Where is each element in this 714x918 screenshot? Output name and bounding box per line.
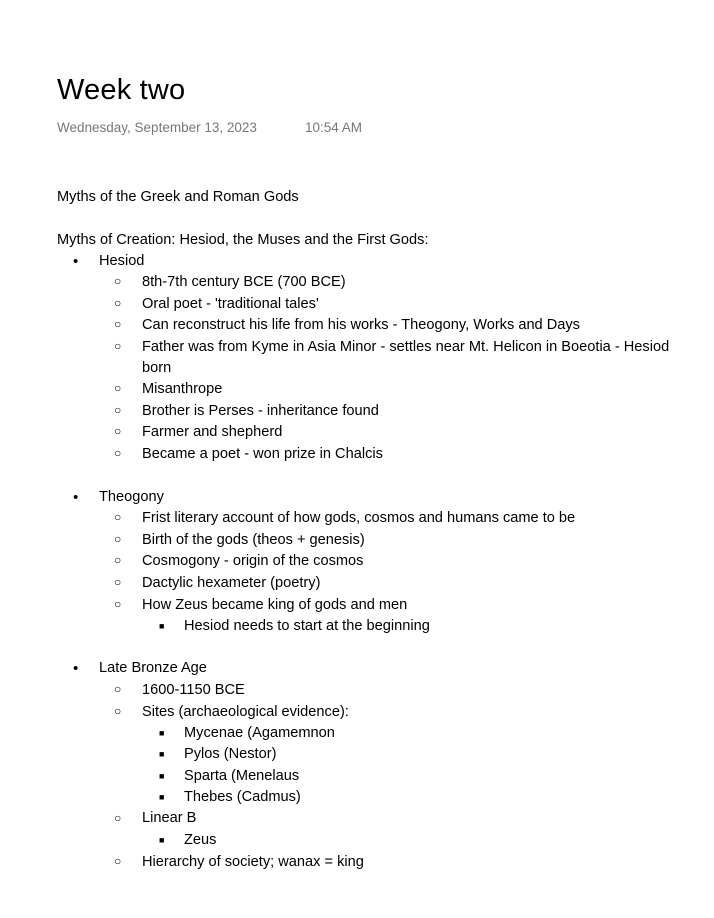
bullet-level3: ■ bbox=[159, 792, 165, 802]
list-item-theogony: Theogony bbox=[99, 489, 164, 505]
list-item: Pylos (Nestor) bbox=[184, 746, 277, 762]
page-title: Week two bbox=[57, 74, 186, 106]
bullet-level2: ○ bbox=[114, 682, 122, 696]
list-item: Misanthrope bbox=[142, 381, 223, 397]
bullet-level3: ■ bbox=[159, 728, 165, 738]
bullet-level2: ○ bbox=[114, 553, 122, 567]
list-item: Dactylic hexameter (poetry) bbox=[142, 575, 321, 591]
list-item: Sites (archaeological evidence): bbox=[142, 704, 349, 720]
bullet-level2: ○ bbox=[114, 317, 122, 331]
bullet-level1: • bbox=[73, 660, 79, 677]
note-time: 10:54 AM bbox=[305, 120, 363, 135]
bullet-level3: ■ bbox=[159, 621, 165, 631]
list-item: Hesiod needs to start at the beginning bbox=[184, 618, 430, 634]
list-item: Brother is Perses - inheritance found bbox=[142, 403, 379, 419]
list-item: Sparta (Menelaus bbox=[184, 768, 300, 784]
bullet-level1: • bbox=[73, 489, 79, 506]
list-item-late-bronze-age: Late Bronze Age bbox=[99, 660, 207, 676]
bullet-level2: ○ bbox=[114, 510, 122, 524]
bullet-level2: ○ bbox=[114, 854, 122, 868]
list-item: Mycenae (Agamemnon bbox=[184, 725, 335, 741]
bullet-level2: ○ bbox=[114, 811, 122, 825]
list-item: Became a poet - won prize in Chalcis bbox=[142, 446, 383, 462]
list-item: Birth of the gods (theos + genesis) bbox=[142, 532, 365, 548]
bullet-level3: ■ bbox=[159, 749, 165, 759]
bullet-level2: ○ bbox=[114, 597, 122, 611]
list-item: Farmer and shepherd bbox=[142, 424, 283, 440]
list-item: Linear B bbox=[142, 810, 197, 826]
bullet-level1: • bbox=[73, 253, 79, 270]
list-item: Zeus bbox=[184, 832, 217, 848]
bullet-level3: ■ bbox=[159, 771, 165, 781]
list-item: Thebes (Cadmus) bbox=[184, 789, 301, 805]
section-heading: Myths of Creation: Hesiod, the Muses and the First Gods: bbox=[57, 232, 429, 248]
list-item: Oral poet - 'traditional tales' bbox=[142, 296, 319, 312]
bullet-level2: ○ bbox=[114, 274, 122, 288]
list-item: Frist literary account of how gods, cosmos and humans came to be bbox=[142, 510, 576, 526]
list-item: Hierarchy of society; wanax = king bbox=[142, 854, 364, 870]
bullet-level2: ○ bbox=[114, 704, 122, 718]
bullet-level2: ○ bbox=[114, 446, 122, 460]
bullet-level2: ○ bbox=[114, 296, 122, 310]
bullet-level2: ○ bbox=[114, 424, 122, 438]
bullet-level3: ■ bbox=[159, 835, 165, 845]
list-item: 1600-1150 BCE bbox=[142, 682, 245, 698]
list-item: How Zeus became king of gods and men bbox=[142, 597, 408, 613]
list-item: Can reconstruct his life from his works - Theogony, Works and Days bbox=[142, 317, 580, 333]
list-item: Father was from Kyme in Asia Minor - settles near Mt. Helicon in Boeotia - Hesiod born bbox=[142, 339, 670, 376]
list-item: 8th-7th century BCE (700 BCE) bbox=[142, 274, 346, 290]
list-item-hesiod: Hesiod bbox=[99, 253, 145, 269]
list-item: Cosmogony - origin of the cosmos bbox=[142, 553, 364, 569]
bullet-level2: ○ bbox=[114, 403, 122, 417]
body-heading: Myths of the Greek and Roman Gods bbox=[57, 189, 299, 205]
bullet-level2: ○ bbox=[114, 575, 122, 589]
bullet-level2: ○ bbox=[114, 532, 122, 546]
bullet-level2: ○ bbox=[114, 381, 122, 395]
bullet-level2: ○ bbox=[114, 339, 122, 353]
note-date: Wednesday, September 13, 2023 bbox=[57, 120, 257, 135]
